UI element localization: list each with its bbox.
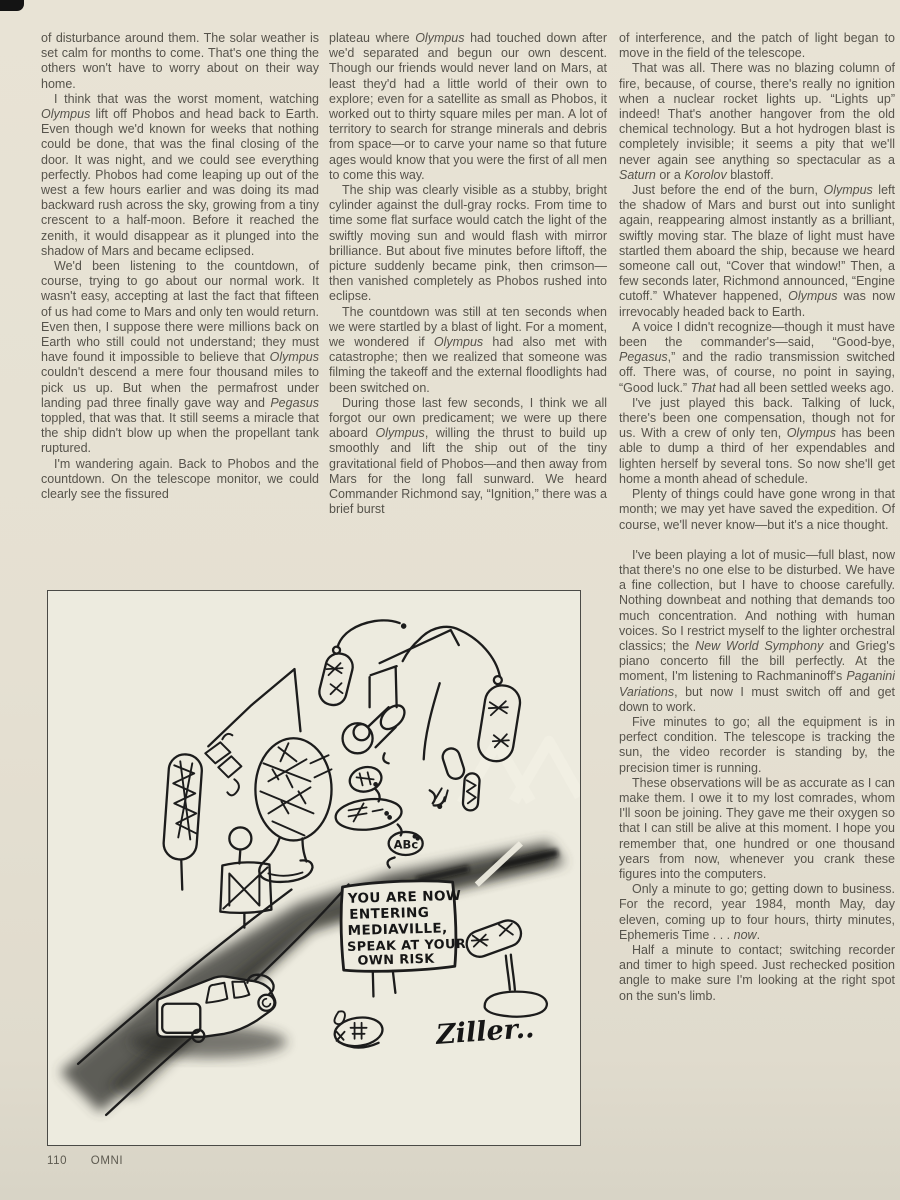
page-corner-mark <box>0 0 24 11</box>
article-paragraph: Plenty of things could have gone wrong in that month; we may yet have saved the expedition. Of course, we'll never know—but it's a nice thought. <box>619 487 895 532</box>
article-paragraph: These observations will be as accurate as I can make them. I owe it to my lost comrades, whom I'll soon be joining. They gave me their oxygen so that I can still be alive at this moment. I hope you remember that, one hundred or one thousand years from now, whenever you crank these figures into the computers. <box>619 775 895 881</box>
road <box>60 841 565 1111</box>
hatch-balloon-large <box>255 738 331 882</box>
pebble <box>333 1015 385 1049</box>
abc-bubble-text: ABc <box>393 837 419 852</box>
balloon-stick <box>181 859 182 889</box>
sign-line-3: MEDIAVILLE, <box>347 920 448 939</box>
article-paragraph: I've just played this back. Talking of luck, there's been one compensation, though not for us. With a crew of only ten, Olympus has been able to dump a third of her expendables and lighten herself by several tons. So now she'll get home a month ahead of schedule. <box>619 395 895 486</box>
article-paragraph: of disturbance around them. The solar weather is set calm for months to come. That's one thing the others won't have to worry about on their way home. <box>41 31 319 91</box>
article-paragraph: During those last few seconds, I think we all forgot our own predicament; we were up there aboard Olympus, willing the thrust to build up smoothly and lift the ship out of the tiny gravitational field of Phobos—and then away from Mars for the long fall sunward. We heard Commander Richmond say, “Ignition,” there was a brief burst <box>329 395 607 517</box>
page-number: 110 <box>47 1155 68 1167</box>
page-footer <box>47 1155 123 1167</box>
article-column-3 <box>619 31 895 1004</box>
article-paragraph: Half a minute to contact; switching recorder and timer to high speed. Just rechecked position angle to make sure I'm looking at the right spot on the sun's limb. <box>619 942 895 1003</box>
cartoon-signature: Ziller.. <box>435 1013 536 1051</box>
cartoon-panel <box>47 590 581 1146</box>
article-paragraph: Five minutes to go; all the equipment is in perfect condition. The telescope is tracking the sun, the video recorder is standing by, the precision timer is running. <box>619 714 895 775</box>
microphone <box>463 917 547 1017</box>
article-paragraph: That was all. There was no blazing column of fire, because, of course, there's really no ignition when a nuclear rocket lights up. “Lights up” indeed! That's another hangover from the old chemical technology. But a hot hydrogen blast is completely invisible; it seems a pity that we'll never again see anything so spectacular as a Saturn or a Korolov blastoff. <box>619 61 895 182</box>
article-paragraph: of interference, and the patch of light began to move in the field of the telescope. <box>619 31 895 61</box>
article-paragraph: Just before the end of the burn, Olympus left the shadow of Mars and burst out into sunlight again, reappearing almost instantly as a brilliant, swiftly moving star. The blaze of light must have startled them aboard the ship, because we heard someone call out, “Cover that window!” Then, a few seconds later, Richmond announced, “Engine cutoff.” Whatever happened, Olympus was now irrevocably headed back to Earth. <box>619 183 895 319</box>
sign-line-4: SPEAK AT YOUR <box>346 936 467 956</box>
article-column-2 <box>329 31 607 518</box>
sign-line-1: YOU ARE NOW <box>347 887 462 907</box>
article-column-1 <box>41 31 319 502</box>
article-paragraph: The countdown was still at ten seconds when we were startled by a blast of light. For a moment, we wondered if Olympus had also met with catastrophe; then we realized that someone was filming the takeoff and the external floodlights had been switched on. <box>329 304 607 395</box>
article-paragraph: I think that was the worst moment, watching Olympus lift off Phobos and head back to Earth. Even though we'd known for weeks that nothing could be done, that was the final closing of the door. It was night, and we could see everything perfectly. Phobos had come leaping up out of the west a few hours earlier and was doing its mad backward rush across the sky, growing from a tiny crescent to a half-moon. Before it reached the zenith, it would disappear as it plunged into the shadow of Mars and became eclipsed. <box>41 91 319 258</box>
article-paragraph: Only a minute to go; getting down to business. For the record, year 1984, month May, day eleven, coming up to four hours, thirty minutes, Ephemeris Time . . . now. <box>619 882 895 942</box>
article-paragraph: I've been playing a lot of music—full blast, now that there's no one else to be disturbed. We have a fine collection, but I have to choose carefully. Nothing downbeat and nothing that demands too much concentration. And nothing with human voices. So I restrict myself to the lighter orchestral classics; the New World Symphony and Grieg's piano concerto fill the bill perfectly. At the moment, I'm listening to Rachmaninoff's Paganini Variations, but now I must switch off and get down to work. <box>619 547 895 714</box>
speech-bubbles <box>334 764 423 868</box>
sign-line-2: ENTERING <box>349 904 430 923</box>
megaphone <box>343 701 409 763</box>
sign-line-5: OWN RISK <box>357 951 435 969</box>
article-paragraph: I'm wandering again. Back to Phobos and the countdown. On the telescope monitor, we could clearly see the fissured <box>41 456 319 502</box>
magazine-name: OMNI <box>90 1155 124 1167</box>
article-paragraph: A voice I didn't recognize—though it must have been the commander's—said, “Good-bye, Pegasus,” and the radio transmission switched off. There was, of course, no point in saying, “Good luck.” That had all been settled weeks ago. <box>619 319 895 395</box>
hatch-balloon-left <box>163 753 203 889</box>
article-paragraph: We'd been listening to the countdown, of course, trying to go about our normal work. It wasn't easy, accepting at last the fact that fifteen of us had come to Mars and only ten would return. Even then, I suppose there were millions back on Earth who still could not understand; they must have found it impossible to believe that Olympus couldn't descend a mere four thousand miles to pick us up. But when the permafrost under landing pad three finally gave way and Pegasus toppled, that was that. It still seems a miracle that the ship didn't blow up when the propellant tank ruptured. <box>41 259 319 456</box>
hanging-tag-left <box>317 620 406 707</box>
article-paragraph: plateau where Olympus had touched down after we'd separated and begun our own descent. Though our friends would never land on Mars, at least they'd had a little world of their own to explore; even for a satellite as small as Phobos, it worked out to thirty square miles per man. A lot of territory to search for strange minerals and debris from space—or to carve your name so that future ages would know that you were the first of all men to come this way. <box>329 31 607 182</box>
article-paragraph: The ship was clearly visible as a stubby, bright cylinder against the dull-gray rocks. From time to time some flat surface would catch the light of the swiftly moving sun and would flash with mirror brilliance. But about five minutes before liftoff, the picture suddenly became pink, then crimson—then vanished completely as Phobos rushed into eclipse. <box>329 183 607 304</box>
